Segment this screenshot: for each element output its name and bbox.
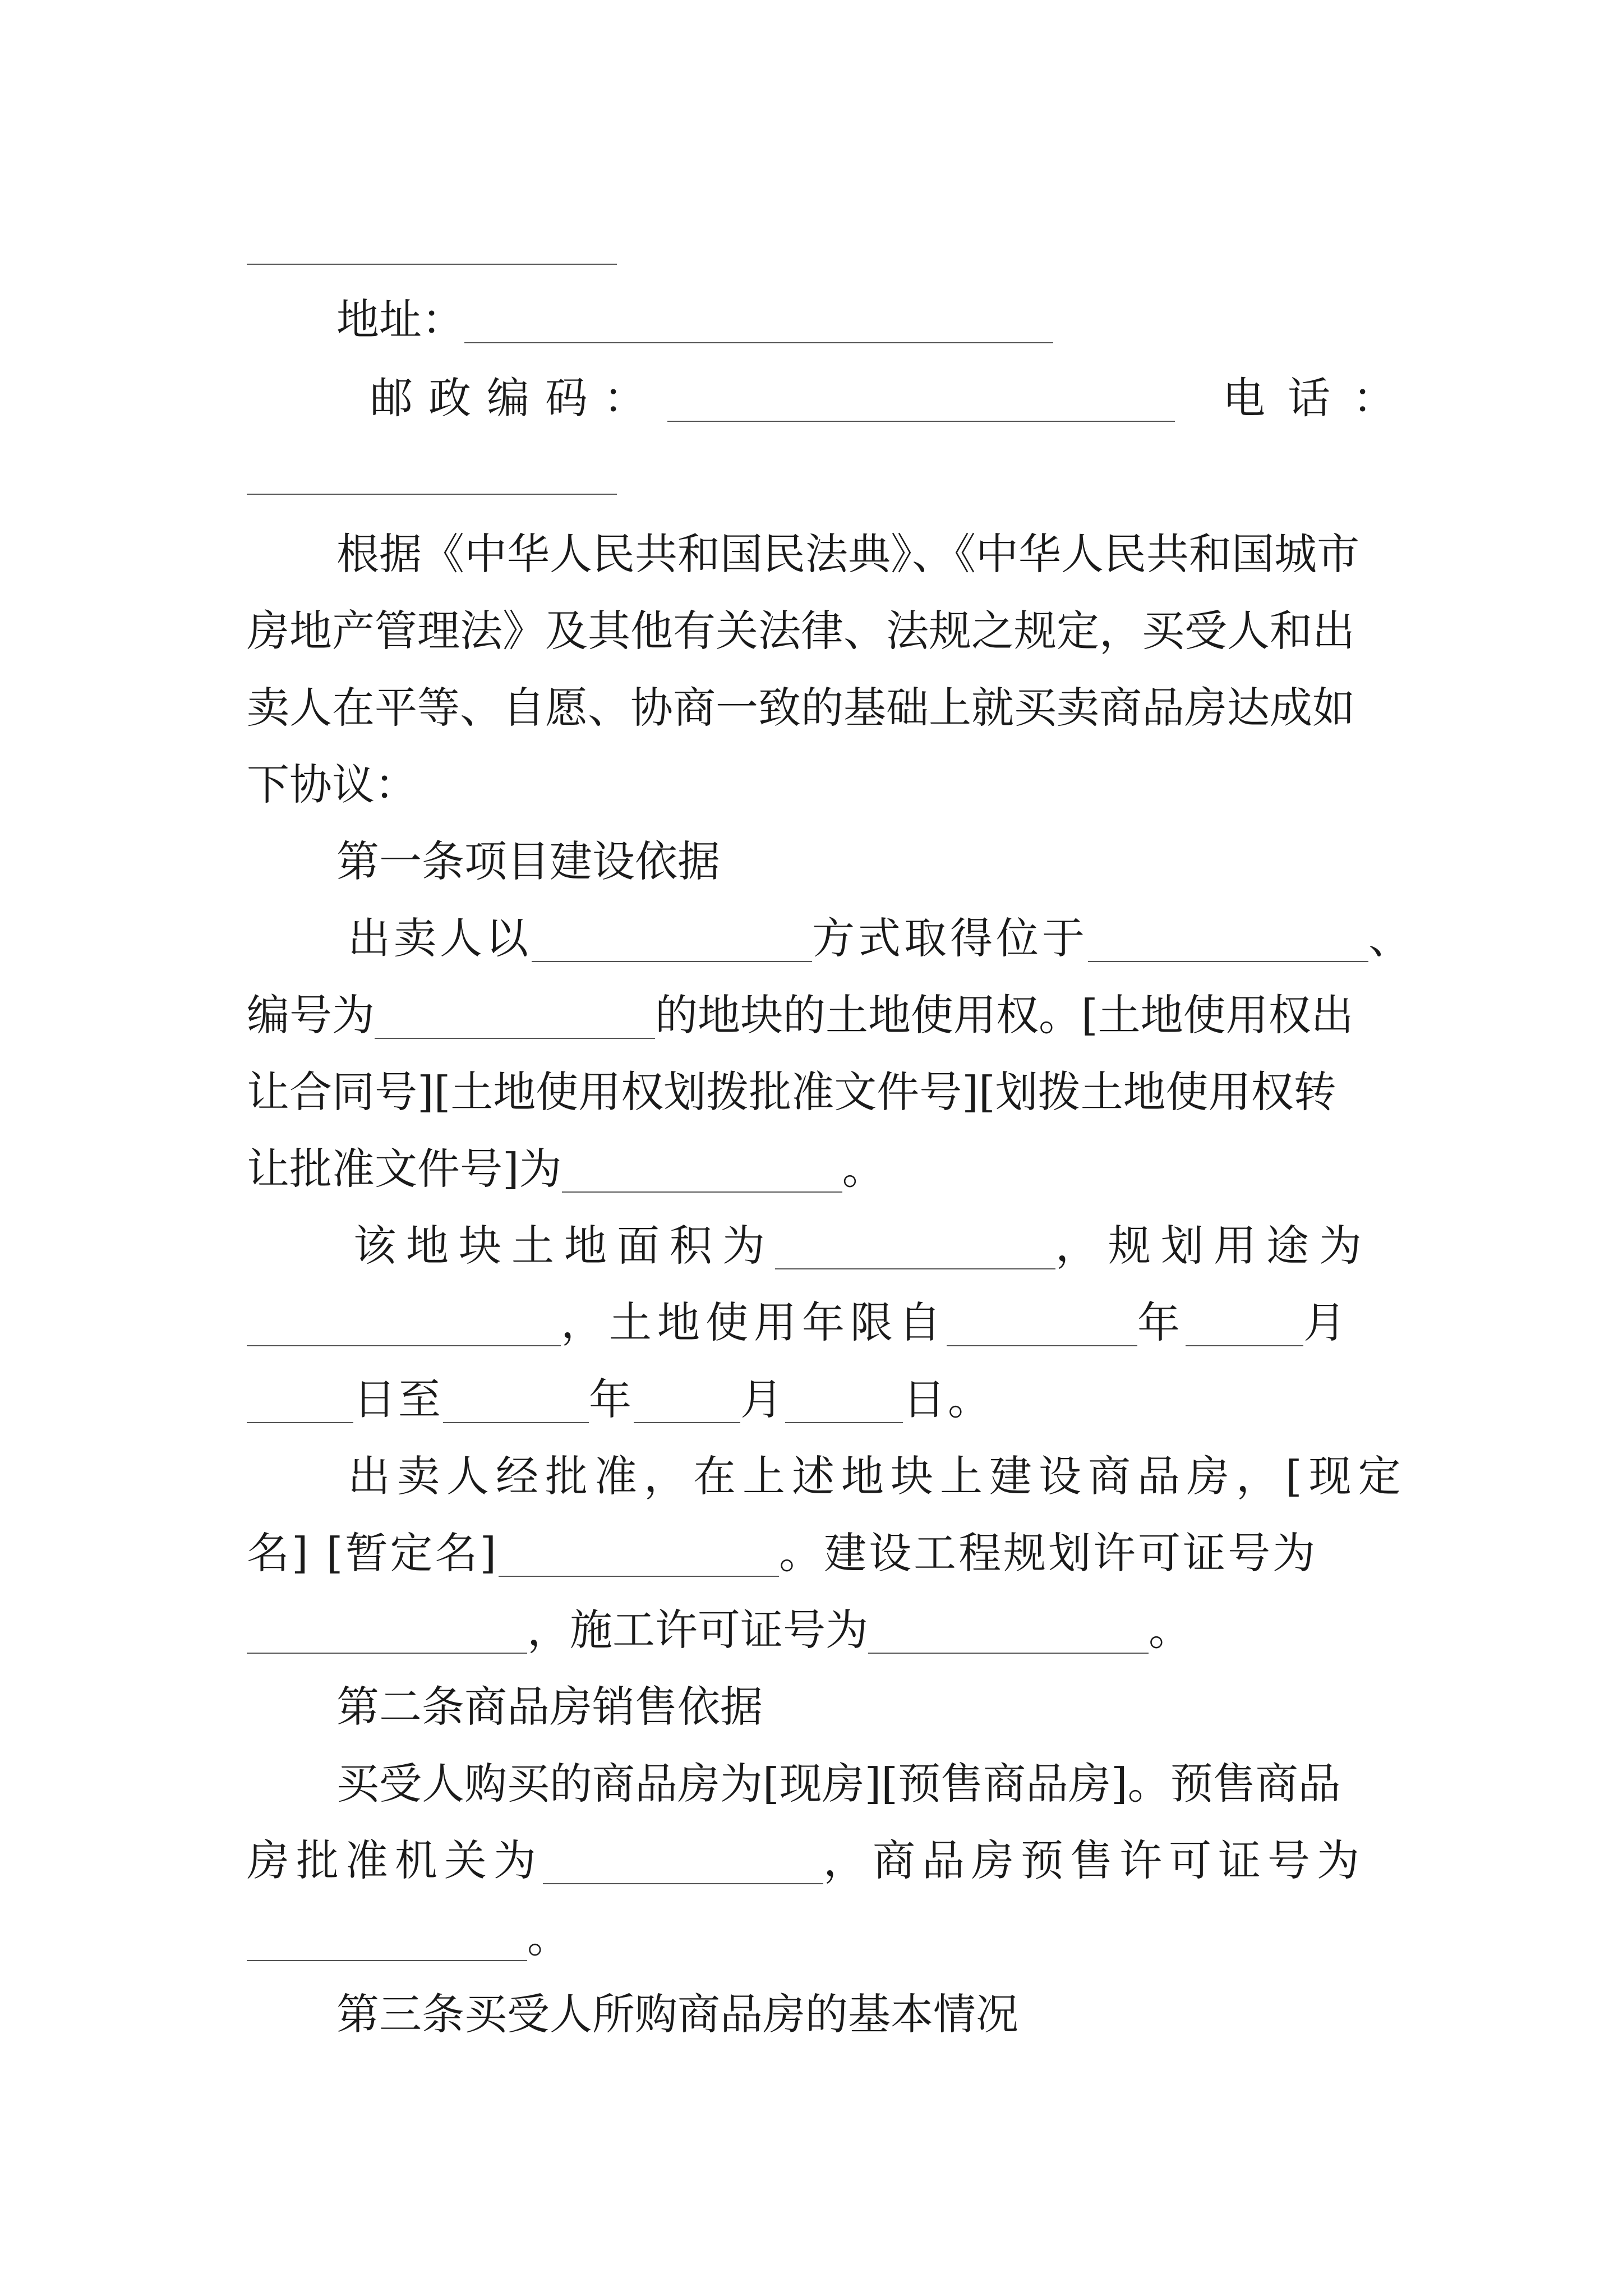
a1-text: 日至 [353,1374,443,1424]
article1-p1-line1 [348,910,1414,967]
end-day-field[interactable] [785,1379,903,1423]
end-month-field[interactable] [634,1379,740,1423]
article3-title-text: 第三条买受人所购商品房的基本情况 [336,1989,1018,2039]
preamble-text-2: 房地产管理法》及其他有关法律、法规之规定，买受人和出 [247,606,1355,656]
article2-p1-line3 [247,1910,570,1966]
postal-phone-line [370,370,662,426]
preamble-text-1: 根据《中华人民共和国民法典》、《中华人民共和国城市 [336,529,1359,579]
a1-text: 。 [842,1144,885,1194]
article2-p1-line2 [247,1833,1366,1889]
a1-text: 月 [1303,1297,1352,1347]
phone-label-wrap [1223,370,1418,426]
a1-text: 、 [1368,913,1414,963]
preamble-line-3 [247,680,1355,736]
a1-text: 。 [1149,1605,1191,1655]
a1-text: 编号为 [247,990,375,1040]
phone-field-rule [247,494,617,495]
a1-text: 月 [740,1374,785,1424]
a1-text: 名] [暂定名] [247,1528,499,1578]
postal-code-field-wrap [667,370,1175,426]
address-field[interactable] [464,300,1053,343]
end-year-field[interactable] [443,1379,589,1423]
approval-authority-field[interactable] [543,1841,823,1884]
a1-text: 。建设工程规划许可证号为 [779,1528,1318,1578]
a1-text: 出卖人以 [348,913,532,963]
start-month-field[interactable] [1186,1303,1303,1346]
address-line [336,292,1053,348]
a1-text: 年 [589,1374,634,1424]
preamble-line-4 [247,757,417,813]
a1-text: 让批准文件号]为 [247,1144,562,1194]
a2-text: 买受人购买的商品房为[现房][预售商品房]。预售商品 [336,1759,1341,1809]
article1-p3-line3 [247,1602,1191,1658]
land-location-field[interactable] [1088,918,1368,962]
a1-text: 让合同号][土地使用权划拨批准文件号][划拨土地使用权转 [247,1067,1336,1117]
planning-permit-number-field[interactable] [247,1610,527,1654]
address-label: 地址： [336,295,464,344]
a1-text: 的地块的土地使用权。[土地使用权出 [655,990,1354,1040]
article1-p3-line1 [348,1448,1408,1504]
article2-p1-line1 [336,1756,1341,1812]
postal-code-label: 邮政编码： [370,373,662,423]
a1-text: 日。 [903,1374,993,1424]
article1-p2-line1 [353,1218,1372,1274]
article1-p1-line3 [247,1064,1336,1120]
article1-p3-line2 [247,1525,1317,1581]
article1-p2-line2 [247,1295,1352,1351]
a1-text: 出卖人经批准，在上述地块上建设商品房，[现定 [348,1451,1408,1501]
article1-title [336,834,720,890]
a1-text: ，施工许可证号为 [527,1605,868,1655]
a2-text: 。 [527,1912,570,1962]
a1-text: 方式取得位于 [812,913,1088,963]
article2-title-text: 第二条商品房销售依据 [336,1682,763,1732]
preamble-text-4: 下协议： [247,760,417,809]
a1-text: ，土地使用年限自 [561,1297,947,1347]
article2-title [336,1679,763,1735]
a1-text: 年 [1137,1297,1186,1347]
acquisition-method-field[interactable] [532,918,812,962]
preamble-text-3: 卖人在平等、自愿、协商一致的基础上就买卖商品房达成如 [247,683,1355,733]
article1-p1-line2 [247,987,1354,1043]
preamble-line-1 [336,526,1359,582]
article1-p1-line4 [247,1141,885,1197]
plot-number-field[interactable] [375,995,655,1039]
start-day-field[interactable] [247,1379,353,1423]
a1-text: 该地块土地面积为 [353,1221,775,1271]
phone-label: 电话： [1223,373,1418,423]
a1-text: ，规划用途为 [1055,1221,1372,1271]
article3-title [336,1986,1018,2042]
preamble-line-2 [247,603,1355,659]
planned-use-field[interactable] [247,1303,561,1346]
start-year-field[interactable] [947,1303,1137,1346]
a2-text: 房批准机关为 [247,1835,543,1885]
construction-permit-number-field[interactable] [868,1610,1149,1654]
land-area-field[interactable] [775,1226,1055,1269]
approval-document-number-field[interactable] [562,1149,842,1193]
a2-text: ，商品房预售许可证号为 [823,1835,1366,1885]
article1-title-text: 第一条项目建设依据 [336,836,720,886]
presale-permit-number-field[interactable] [247,1917,527,1961]
blank-rule-top [247,264,617,265]
article1-p2-line3 [247,1372,993,1428]
postal-code-field[interactable] [667,378,1175,422]
project-name-field[interactable] [499,1533,779,1577]
